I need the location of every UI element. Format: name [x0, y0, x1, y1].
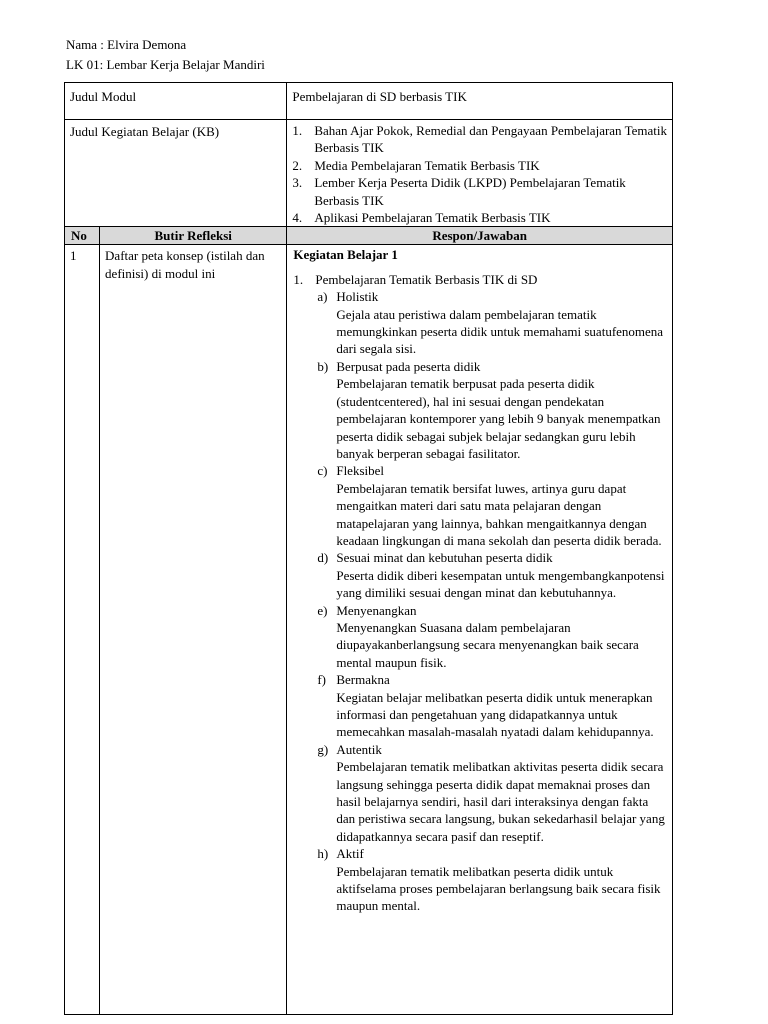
subitem [317, 671, 666, 741]
subitem-title: Bermakna [336, 672, 390, 688]
subitem-description: Pembelajaran tematik melibatkan peserta didik untuk aktifselama proses pembelajaran berlangsung baik secara fisik maupun mental. [336, 863, 661, 914]
subitem-letter: e) [317, 602, 328, 618]
kb-list [292, 122, 667, 226]
kb-item: 3. Lember Kerja Peserta Didik (LKPD) Pembelajaran Tematik Berbasis TIK [292, 175, 626, 208]
subitem-description: Pembelajaran tematik bersifat luwes, artinya guru dapat mengaitkan materi dari satu mata pelajaran dengan matapelajaran yang lainnya, bahkan mengaitkannya dengan keadaan lingkungan di mana sekolah dan peserta didik berada. [336, 480, 662, 548]
subitem-heading [317, 845, 666, 862]
kb-label: Judul Kegiatan Belajar (KB) [65, 120, 287, 227]
subitem-letter: f) [317, 672, 327, 688]
table-header-row [65, 227, 673, 245]
subitem-letter: a) [317, 289, 328, 305]
subitem-title: Holistik [336, 289, 379, 305]
response-cell [287, 245, 673, 1015]
subitem-description: Pembelajaran tematik berpusat pada peserta didik (studentcentered), hal ini sesuai dengan pendekatan pembelajaran kontemporer yang lebih 9 banyak menempatkan peserta didik sebagai subjek belajar sedangkan guru lebih banyak berperan sebagai fasilitator. [336, 376, 661, 461]
kb-list-cell [287, 120, 673, 227]
worksheet-table [64, 82, 673, 1015]
subitem-description: Peserta didik diberi kesempatan untuk mengembangkanpotensi yang dimiliki sesuai dengan minat dan kebutuhannya. [336, 567, 665, 601]
subitem [317, 741, 666, 845]
header-respon: Respon/Jawaban [287, 227, 673, 245]
kb-item: 2. Media Pembelajaran Tematik Berbasis TIK [292, 157, 540, 173]
kb-row [65, 120, 673, 227]
subitem-heading [317, 462, 666, 479]
response-item-heading: 1. Pembelajaran Tematik Berbasis TIK di SD [293, 271, 538, 287]
subitem-title: Aktif [336, 846, 364, 862]
subitem-letter: g) [317, 741, 329, 757]
modul-value: Pembelajaran di SD berbasis TIK [287, 83, 673, 120]
butir-refleksi-text: Daftar peta konsep (istilah dan definisi) di modul ini [100, 245, 287, 1015]
subitem-description: Kegiatan belajar melibatkan peserta didik untuk menerapkan informasi dan pengetahuan yang didapatkannya untuk memecahkan masalah-masalah nyatadi dalam kehidupannya. [336, 689, 654, 740]
subitem-letter: c) [317, 463, 328, 479]
subitem [317, 288, 666, 358]
header-butir: Butir Refleksi [100, 227, 287, 245]
subitem-list [317, 288, 666, 915]
header-no: No [65, 227, 100, 245]
kb-item: 1. Bahan Ajar Pokok, Remedial dan Pengayaan Pembelajaran Tematik Berbasis TIK [292, 123, 667, 156]
row-number: 1 [65, 245, 100, 1015]
subitem-heading [317, 671, 666, 688]
subitem-heading [317, 602, 666, 619]
modul-label: Judul Modul [65, 83, 287, 120]
subitem-heading [317, 741, 666, 758]
subitem-heading [317, 358, 666, 375]
subitem [317, 845, 666, 915]
subitem-letter: d) [317, 550, 329, 566]
document-header [66, 36, 265, 76]
subitem [317, 549, 666, 601]
worksheet-title: LK 01: Lembar Kerja Belajar Mandiri [66, 57, 265, 72]
kegiatan-belajar-title: Kegiatan Belajar 1 [293, 247, 398, 263]
subitem-heading [317, 549, 666, 566]
kb-item: 4. Aplikasi Pembelajaran Tematik Berbasis TIK [292, 210, 551, 226]
subitem-title: Fleksibel [336, 463, 385, 479]
subitem-title: Autentik [336, 741, 382, 757]
subitem-title: Berpusat pada peserta didik [336, 358, 481, 374]
table-row [65, 245, 673, 1015]
subitem [317, 358, 666, 462]
subitem-letter: h) [317, 846, 329, 862]
subitem-description: Gejala atau peristiwa dalam pembelajaran tematik memungkinkan peserta didik untuk memahami suatufenomena dari segala sisi. [336, 306, 664, 357]
modul-row [65, 83, 673, 120]
subitem-description: Pembelajaran tematik melibatkan aktivitas peserta didik secara langsung sehingga peserta didik dapat memaknai proses dan hasil belajarnya sendiri, hasil dari interaksinya dengan fakta dan peristiwa secara langsung, bukan sekedarhasil belajar yang didapatkannya secara pasif dan reseptif. [336, 759, 665, 844]
subitem-title: Sesuai minat dan kebutuhan peserta didik [336, 550, 553, 566]
subitem-heading [317, 288, 666, 305]
subitem [317, 602, 666, 672]
subitem-letter: b) [317, 358, 329, 374]
student-name: Nama : Elvira Demona [66, 37, 187, 52]
subitem-description: Menyenangkan Suasana dalam pembelajaran diupayakanberlangsung secara menyenangkan baik secara mental maupun fisik. [336, 619, 639, 670]
subitem [317, 462, 666, 549]
subitem-title: Menyenangkan [336, 602, 417, 618]
